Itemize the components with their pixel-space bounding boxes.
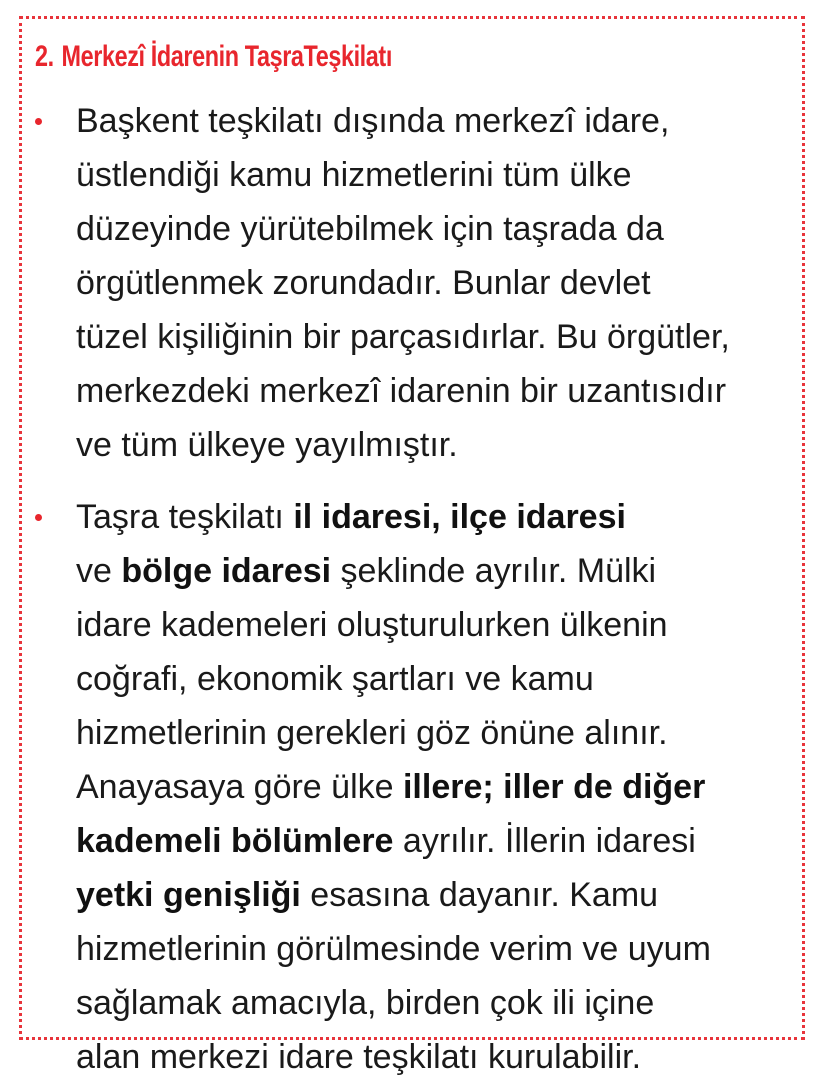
text-line: hizmetlerinin gerekleri göz önüne alınır. <box>76 714 668 752</box>
text-line <box>76 814 796 868</box>
bullet-item-1 <box>22 94 802 472</box>
text-line <box>76 490 796 544</box>
section-heading <box>35 41 392 73</box>
bold-term: illere; iller de diğer <box>402 768 706 806</box>
text-line: sağlamak amacıyla, birden çok ili içine <box>76 984 655 1022</box>
plain-text: Taşra teşkilatı <box>76 498 294 536</box>
plain-text: esasına dayanır. Kamu <box>300 876 659 914</box>
text-line: tüzel kişiliğinin bir parçasıdırlar. Bu örgütler, <box>76 318 730 356</box>
bold-term: yetki genişliği <box>76 876 301 914</box>
text-line: Başkent teşkilatı dışında merkezî idare, <box>76 102 670 140</box>
text-line: coğrafi, ekonomik şartları ve kamu <box>76 660 594 698</box>
plain-text: ayrılır. İllerin idaresi <box>393 822 696 860</box>
text-line: merkezdeki merkezî idarenin bir uzantısıdır <box>76 372 727 410</box>
section-title: Merkezî İdarenin TaşraTeşkilatı <box>61 40 392 73</box>
bold-term: kademeli bölümlere <box>76 822 394 860</box>
bold-term: bölge idaresi <box>121 552 332 590</box>
text-line <box>76 760 796 814</box>
text-line <box>76 868 796 922</box>
text-line: idare kademeleri oluşturulurken ülkenin <box>76 606 668 644</box>
text-line <box>76 544 796 598</box>
bullet-dot-icon <box>35 118 42 125</box>
section-number: 2. <box>35 40 54 73</box>
bullet-item-2 <box>22 490 802 1084</box>
text-line: düzeyinde yürütebilmek için taşrada da <box>76 210 664 248</box>
text-line: alan merkezi idare teşkilatı kurulabilir. <box>76 1038 642 1076</box>
text-line: üstlendiği kamu hizmetlerini tüm ülke <box>76 156 632 194</box>
bullet-list <box>22 94 802 1084</box>
text-line: örgütlenmek zorundadır. Bunlar devlet <box>76 264 651 302</box>
bullet-dot-icon <box>35 514 42 521</box>
bold-term: il idaresi, ilçe idaresi <box>293 498 626 536</box>
plain-text: ve <box>76 552 122 590</box>
plain-text: Anayasaya göre ülke <box>76 768 403 806</box>
plain-text: şeklinde ayrılır. Mülki <box>331 552 657 590</box>
text-line: ve tüm ülkeye yayılmıştır. <box>76 426 458 464</box>
dotted-content-frame <box>19 16 805 1076</box>
text-line: hizmetlerinin görülmesinde verim ve uyum <box>76 930 711 968</box>
